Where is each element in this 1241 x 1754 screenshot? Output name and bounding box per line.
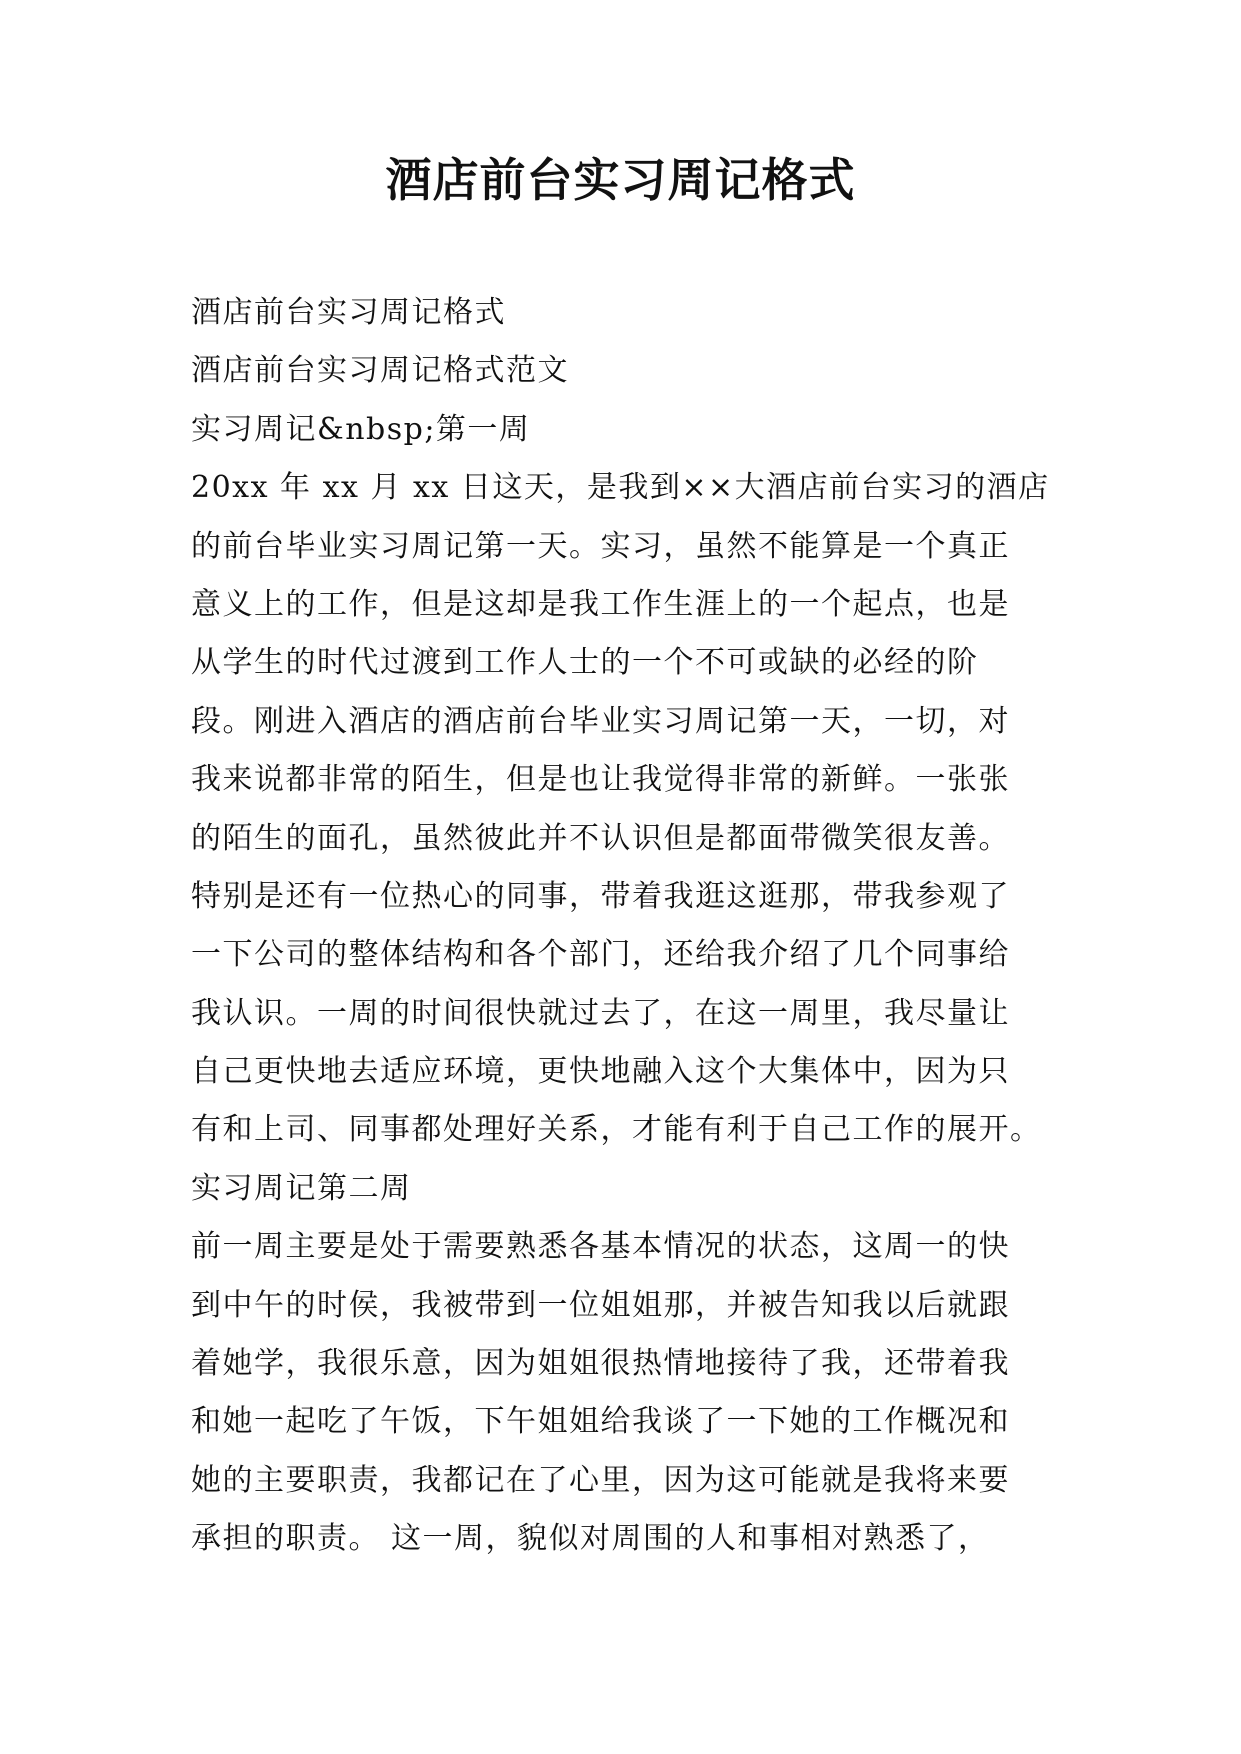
body-line: 我认识。一周的时间很快就过去了，在这一周里，我尽量让 [191,995,1010,1031]
body-line: 我来说都非常的陌生，但是也让我觉得非常的新鲜。一张张 [191,762,1010,798]
body-line: 前一周主要是处于需要熟悉各基本情况的状态，这周一的快 [191,1229,1010,1265]
body-line: 一下公司的整体结构和各个部门，还给我介绍了几个同事给 [191,937,1010,973]
body-line: 实习周记&nbsp;第一周 [191,411,531,447]
body-line: 自己更快地去适应环境，更快地融入这个大集体中，因为只 [191,1054,1010,1090]
body-line: 着她学，我很乐意，因为姐姐很热情地接待了我，还带着我 [191,1346,1010,1382]
body-line: 特别是还有一位热心的同事，带着我逛这逛那，带我参观了 [191,878,1010,914]
body-line: 酒店前台实习周记格式 [191,295,506,330]
body-line: 她的主要职责，我都记在了心里，因为这可能就是我将来要 [191,1462,1010,1498]
body-line: 有和上司、同事都处理好关系，才能有利于自己工作的展开。 [191,1112,1042,1148]
body-line: 意义上的工作，但是这却是我工作生涯上的一个起点，也是 [191,586,1010,622]
body-line: 段。刚进入酒店的酒店前台毕业实习周记第一天，一切，对 [191,703,1010,739]
document-title: 酒店前台实习周记格式 [385,153,856,207]
body-line: 和她一起吃了午饭，下午姐姐给我谈了一下她的工作概况和 [191,1404,1010,1440]
body-line: 的陌生的面孔，虽然彼此并不认识但是都面带微笑很友善。 [191,820,1010,856]
body-line: 实习周记第二周 [191,1170,412,1206]
body-line: 的前台毕业实习周记第一天。实习，虽然不能算是一个真正 [191,528,1010,564]
document-body [191,284,1061,1569]
body-line: 从学生的时代过渡到工作人士的一个不可或缺的必经的阶 [191,645,979,681]
body-line: 酒店前台实习周记格式范文 [191,353,569,389]
body-line: 承担的职责。 这一周，貌似对周围的人和事相对熟悉了， [191,1521,990,1557]
body-line: 20xx 年 xx 月 xx 日这天，是我到××大酒店前台实习的酒店 [191,470,1050,506]
body-line: 到中午的时侯，我被带到一位姐姐那，并被告知我以后就跟 [191,1287,1010,1323]
